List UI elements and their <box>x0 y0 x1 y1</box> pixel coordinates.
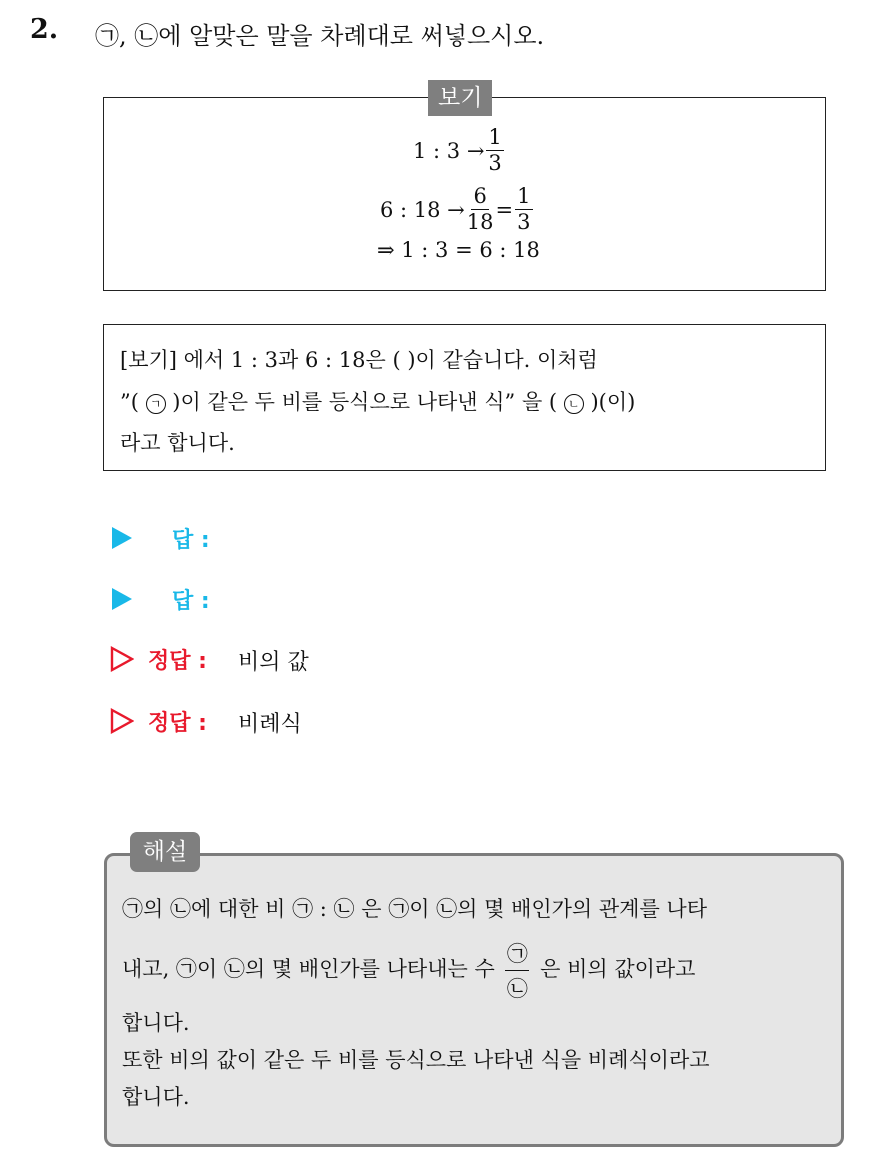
example-tag: 보기 <box>428 80 492 116</box>
example-equation-2 <box>380 186 535 233</box>
correct-answer-value: 비의 값 <box>238 650 309 675</box>
fraction-bar <box>505 970 529 971</box>
answer-arrow-icon <box>112 527 132 549</box>
solution-line-5: 합니다. <box>122 1085 190 1109</box>
fraction-6-18 <box>467 186 494 233</box>
question-line-3: 라고 합니다. <box>120 431 235 455</box>
solution-line-2-part-a: 내고, ㉠이 ㉡의 몇 배인가를 나타내는 수 <box>122 957 495 981</box>
equation-2-lhs: 6 : 18 → <box>380 197 465 222</box>
correct-answer-arrow-icon <box>110 646 134 672</box>
fraction-denominator: 18 <box>466 210 494 234</box>
question-text: ㉠, ㉡에 알맞은 말을 차례대로 써넣으시오. <box>95 22 545 50</box>
question-number: 2. <box>30 14 59 45</box>
fraction-denominator: 3 <box>517 210 531 234</box>
fraction-1-3 <box>486 127 503 174</box>
question-line-2-part-c: )(이) <box>583 390 636 414</box>
circled-giyeok-icon: ㄱ <box>146 394 166 414</box>
answer-label: 답 : <box>172 528 210 553</box>
correct-answer-label: 정답 : <box>148 711 207 736</box>
solution-fraction <box>505 938 529 1003</box>
correct-answer-value: 비례식 <box>238 712 302 737</box>
question-line-2 <box>120 386 635 416</box>
question-line-2-part-a: ”( <box>120 390 146 414</box>
solution-line-1: ㉠의 ㉡에 대한 비 ㉠ : ㉡ 은 ㉠이 ㉡의 몇 배인가의 관계를 나타 <box>122 897 707 921</box>
question-line-1: [보기] 에서 1 : 3과 6 : 18은 ( )이 같습니다. 이처럼 <box>120 348 598 372</box>
answer-arrow-icon <box>112 588 132 610</box>
question-line-2-part-b: )이 같은 두 비를 등식으로 나타낸 식” 을 ( <box>165 390 564 414</box>
answer-label: 답 : <box>172 589 210 614</box>
solution-line-2 <box>122 938 695 1003</box>
fraction-denominator: ㉡ <box>506 977 528 1001</box>
example-equation-3: ⇒ 1 : 3 = 6 : 18 <box>377 238 540 262</box>
fraction-numerator: 1 <box>517 184 531 208</box>
solution-tag: 해설 <box>130 832 200 872</box>
correct-answer-label: 정답 : <box>148 649 207 674</box>
solution-line-4: 또한 비의 값이 같은 두 비를 등식으로 나타낸 식을 비례식이라고 <box>122 1048 710 1072</box>
equation-1-lhs: 1 : 3 → <box>413 138 485 163</box>
fraction-numerator: ㉠ <box>506 942 528 966</box>
solution-line-3: 합니다. <box>122 1011 190 1035</box>
fraction-1-3 <box>515 186 532 233</box>
solution-line-2-part-b: 은 비의 값이라고 <box>540 957 696 981</box>
equals-sign: = <box>495 197 514 222</box>
correct-answer-arrow-icon <box>110 708 134 734</box>
fraction-numerator: 6 <box>473 184 487 208</box>
fraction-numerator: 1 <box>488 125 502 149</box>
circled-nieun-icon: ㄴ <box>564 394 584 414</box>
fraction-denominator: 3 <box>488 151 502 175</box>
example-equation-1 <box>413 127 506 174</box>
